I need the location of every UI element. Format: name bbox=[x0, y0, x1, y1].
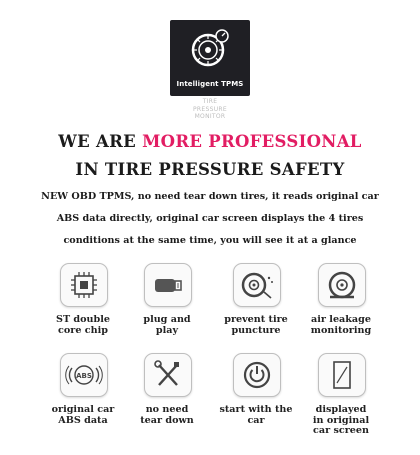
headline-line-2: IN TIRE PRESSURE SAFETY bbox=[75, 160, 345, 179]
power-icon bbox=[234, 354, 280, 396]
feature-label: no need tear down bbox=[140, 404, 194, 426]
watermark: TIRE PRESSURE MONITOR bbox=[193, 98, 227, 120]
tire-puncture-icon bbox=[234, 264, 280, 306]
tools-icon bbox=[145, 354, 191, 396]
description-line-2: ABS data directly, original car screen displays the 4 tires bbox=[56, 213, 364, 224]
feature-label: air leakage monitoring bbox=[310, 314, 372, 336]
brand-logo bbox=[170, 20, 250, 96]
tire-logo-icon bbox=[188, 26, 232, 70]
description-line-1: NEW OBD TPMS, no need tear down tires, it reads original car bbox=[41, 191, 379, 202]
tire-air-leak-icon bbox=[319, 264, 365, 306]
description-line-3: conditions at the same time, you will see it at a glance bbox=[63, 235, 357, 246]
feature-label: start with the car bbox=[219, 404, 293, 426]
logo-text: Intelligent TPMS bbox=[176, 80, 244, 88]
obd-plug-icon bbox=[145, 264, 191, 306]
chip-icon bbox=[61, 264, 107, 306]
feature-label: plug and play bbox=[143, 314, 191, 336]
feature-label: original car ABS data bbox=[51, 404, 115, 426]
svg-text:ABS: ABS bbox=[76, 372, 92, 380]
screen-icon bbox=[319, 354, 365, 396]
feature-label: displayed in original car screen bbox=[312, 404, 370, 436]
headline-accent: MORE PROFESSIONAL bbox=[142, 132, 362, 151]
feature-label: ST double core chip bbox=[56, 314, 110, 336]
feature-label: prevent tire puncture bbox=[224, 314, 288, 336]
abs-icon bbox=[61, 354, 107, 396]
headline-line-1: WE ARE MORE PROFESSIONAL bbox=[58, 132, 362, 151]
